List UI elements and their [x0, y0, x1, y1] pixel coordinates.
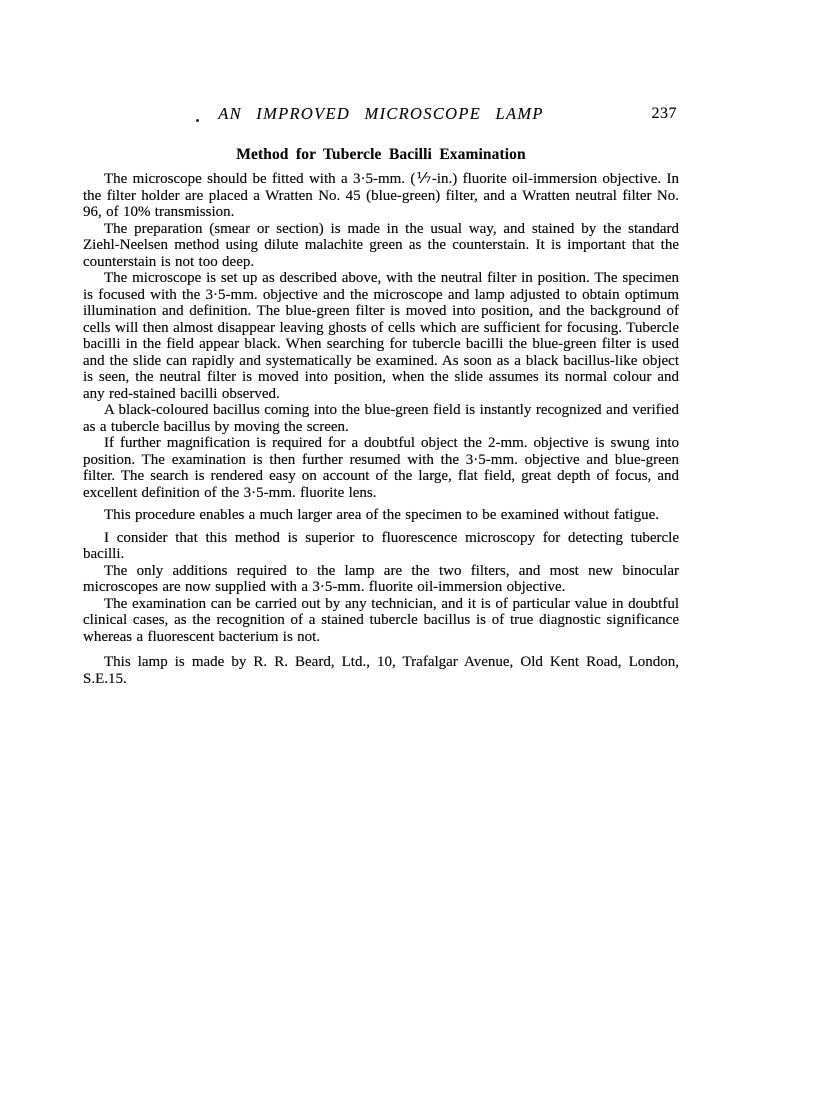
- section-heading: Method for Tubercle Bacilli Examination: [236, 146, 526, 163]
- body-paragraph: The examination can be carried out by any technician, and it is of particular value in doubtful clinical cases, as the recognition of a stained tubercle bacillus is of true diagnostic significance whereas a fluorescent bacterium is not.: [83, 595, 679, 645]
- page-number: 237: [651, 105, 677, 122]
- running-head: [83, 104, 679, 124]
- body-paragraph: This procedure enables a much larger area of the specimen to be examined without fatigue.: [104, 507, 659, 523]
- body-paragraph: A black-coloured bacillus coming into the blue-green field is instantly recognized and verified as a tubercle bacillus by moving the screen.: [83, 402, 679, 435]
- body-paragraph: The microscope should be fitted with a 3·5-mm. (⅐-in.) fluorite oil-immersion objective. In the filter holder are placed a Wratten No. 45 (blue-green) filter, and a Wratten neutral filter No. 96, of 10% transmission.: [83, 171, 679, 220]
- body-paragraph: This lamp is made by R. R. Beard, Ltd., 10, Trafalgar Avenue, Old Kent Road, London, S.E.15.: [83, 654, 679, 687]
- body-paragraph: The preparation (smear or section) is made in the usual way, and stained by the standard Ziehl-Neelsen method using dilute malachite green as the counterstain. It is important that the counterstain is not too deep.: [83, 220, 679, 270]
- body-paragraph: I consider that this method is superior to fluorescence microscopy for detecting tubercle bacilli.: [83, 529, 679, 562]
- text-column: [83, 0, 679, 687]
- body-paragraph: If further magnification is required for a doubtful object the 2-mm. objective is swung into position. The examination is then further resumed with the 3·5-mm. objective and blue-green filter. The search is rendered easy on account of the large, flat field, great depth of focus, and excellent definition of the 3·5-mm. fluorite lens.: [83, 435, 679, 501]
- body-paragraph: The only additions required to the lamp are the two filters, and most new binocular microscopes are now supplied with a 3·5-mm. fluorite oil-immersion objective.: [83, 562, 679, 595]
- body-paragraph: The microscope is set up as described above, with the neutral filter in position. The specimen is focused with the 3·5-mm. objective and the microscope and lamp adjusted to obtain optimum illumination and definition. The blue-green filter is moved into position, and the background of cells will then almost disappear leaving ghosts of cells which are sufficient for focusing. Tubercle bacilli in the field appear black. When searching for tubercle bacilli the blue-green filter is used and the slide can rapidly and systematically be examined. As soon as a black bacillus-like object is seen, the neutral filter is moved into position, when the slide assumes its normal colour and any red-stained bacilli observed.: [83, 270, 679, 402]
- running-title: AN IMPROVED MICROSCOPE LAMP: [218, 104, 544, 123]
